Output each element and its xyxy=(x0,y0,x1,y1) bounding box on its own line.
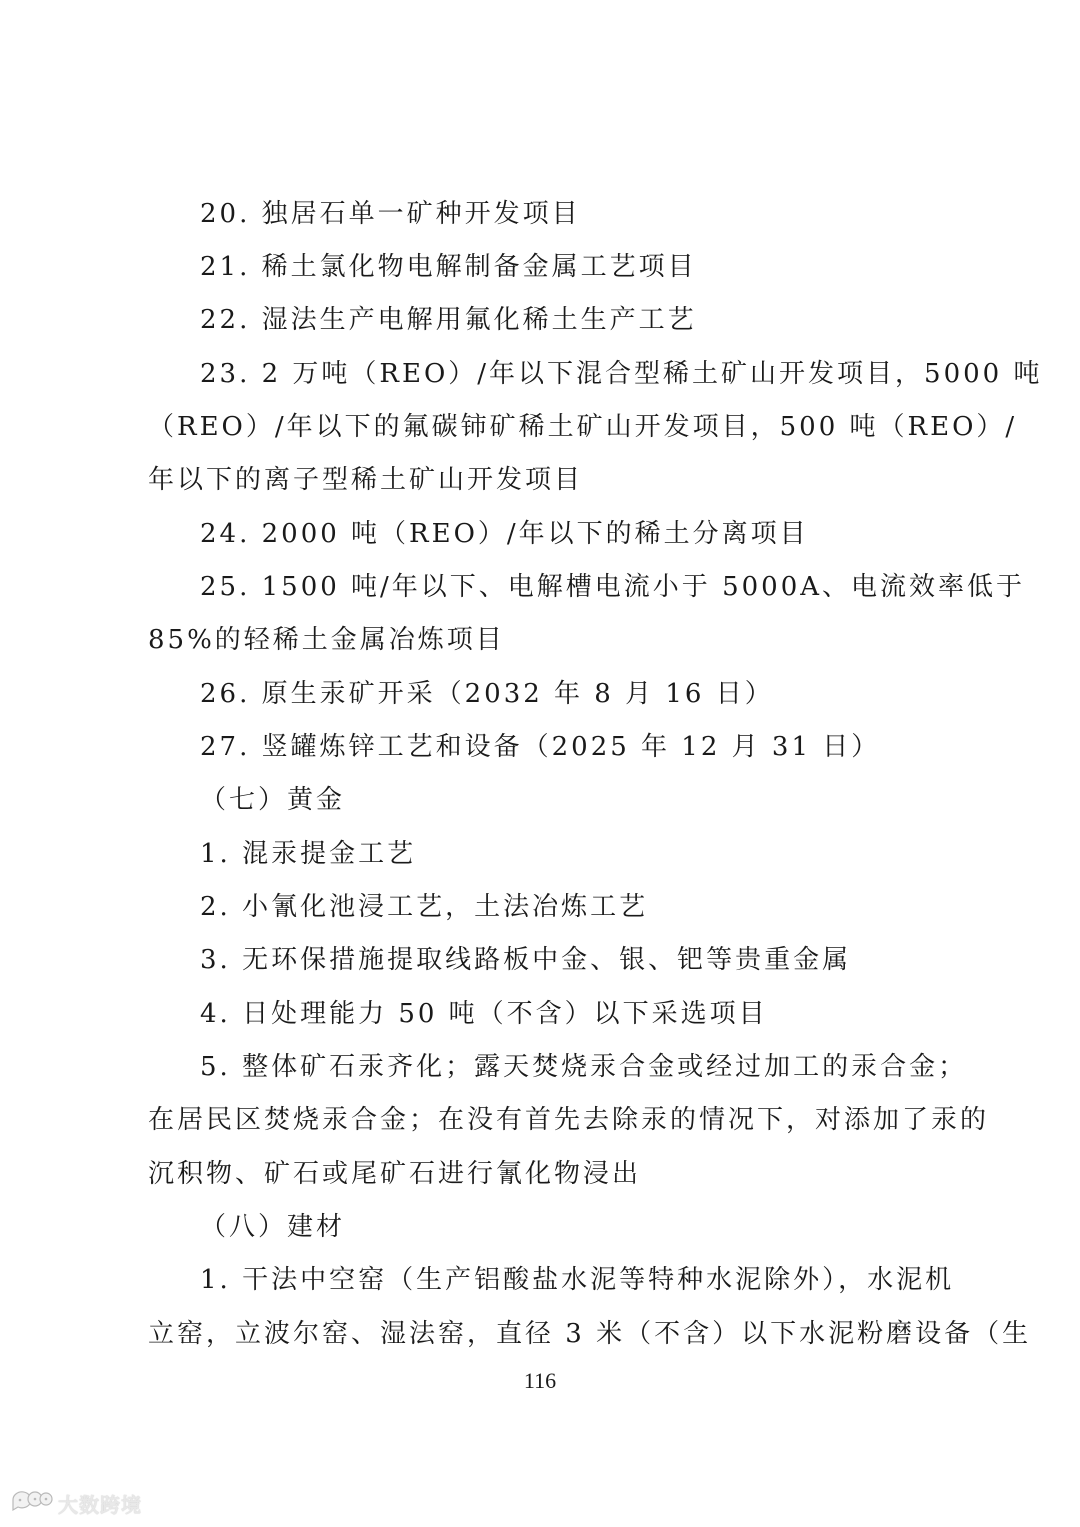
building-item-1-line-2: 立窑，立波尔窑、湿法窑，直径 3 米（不含）以下水泥粉磨设备（生 xyxy=(148,1319,1032,1349)
list-item-20: 20. 独居石单一矿种开发项目 xyxy=(200,199,581,229)
list-item-26: 26. 原生汞矿开采（2032 年 8 月 16 日） xyxy=(200,679,774,709)
list-item-27: 27. 竖罐炼锌工艺和设备（2025 年 12 月 31 日） xyxy=(200,732,881,762)
page-number: 116 xyxy=(523,1368,557,1393)
list-item-21: 21. 稀土氯化物电解制备金属工艺项目 xyxy=(200,252,697,282)
list-item-23-line-1: 23. 2 万吨（REO）/年以下混合型稀土矿山开发项目，5000 吨 xyxy=(200,359,1043,389)
gold-item-5-line-2: 在居民区焚烧汞合金；在没有首先去除汞的情况下，对添加了汞的 xyxy=(148,1105,990,1135)
list-item-23-line-3: 年以下的离子型稀土矿山开发项目 xyxy=(148,465,584,495)
gold-item-3: 3. 无环保措施提取线路板中金、银、钯等贵重金属 xyxy=(200,945,852,975)
list-item-25-line-1: 25. 1500 吨/年以下、电解槽电流小于 5000A、电流效率低于 xyxy=(200,572,1026,602)
watermark xyxy=(10,1488,142,1518)
chat-bubble-logo-icon xyxy=(10,1488,54,1518)
list-item-24: 24. 2000 吨（REO）/年以下的稀土分离项目 xyxy=(200,519,809,549)
section-heading-gold: （七）黄金 xyxy=(200,785,346,815)
gold-item-1: 1. 混汞提金工艺 xyxy=(200,839,417,869)
gold-item-2: 2. 小氰化池浸工艺，土法冶炼工艺 xyxy=(200,892,649,922)
watermark-text: 大数跨境 xyxy=(58,1492,142,1517)
section-heading-building-materials: （八）建材 xyxy=(200,1212,346,1242)
gold-item-4: 4. 日处理能力 50 吨（不含）以下采选项目 xyxy=(200,999,768,1029)
gold-item-5-line-3: 沉积物、矿石或尾矿石进行氰化物浸出 xyxy=(148,1159,642,1189)
gold-item-5-line-1: 5. 整体矿石汞齐化；露天焚烧汞合金或经过加工的汞合金； xyxy=(200,1052,968,1082)
list-item-23-line-2: （REO）/年以下的氟碳铈矿稀土矿山开发项目，500 吨（REO）/ xyxy=(148,412,1018,442)
building-item-1-line-1: 1. 干法中空窑（生产铝酸盐水泥等特种水泥除外），水泥机 xyxy=(200,1265,955,1295)
list-item-22: 22. 湿法生产电解用氟化稀土生产工艺 xyxy=(200,305,697,335)
list-item-25-line-2: 85%的轻稀土金属冶炼项目 xyxy=(148,625,505,655)
